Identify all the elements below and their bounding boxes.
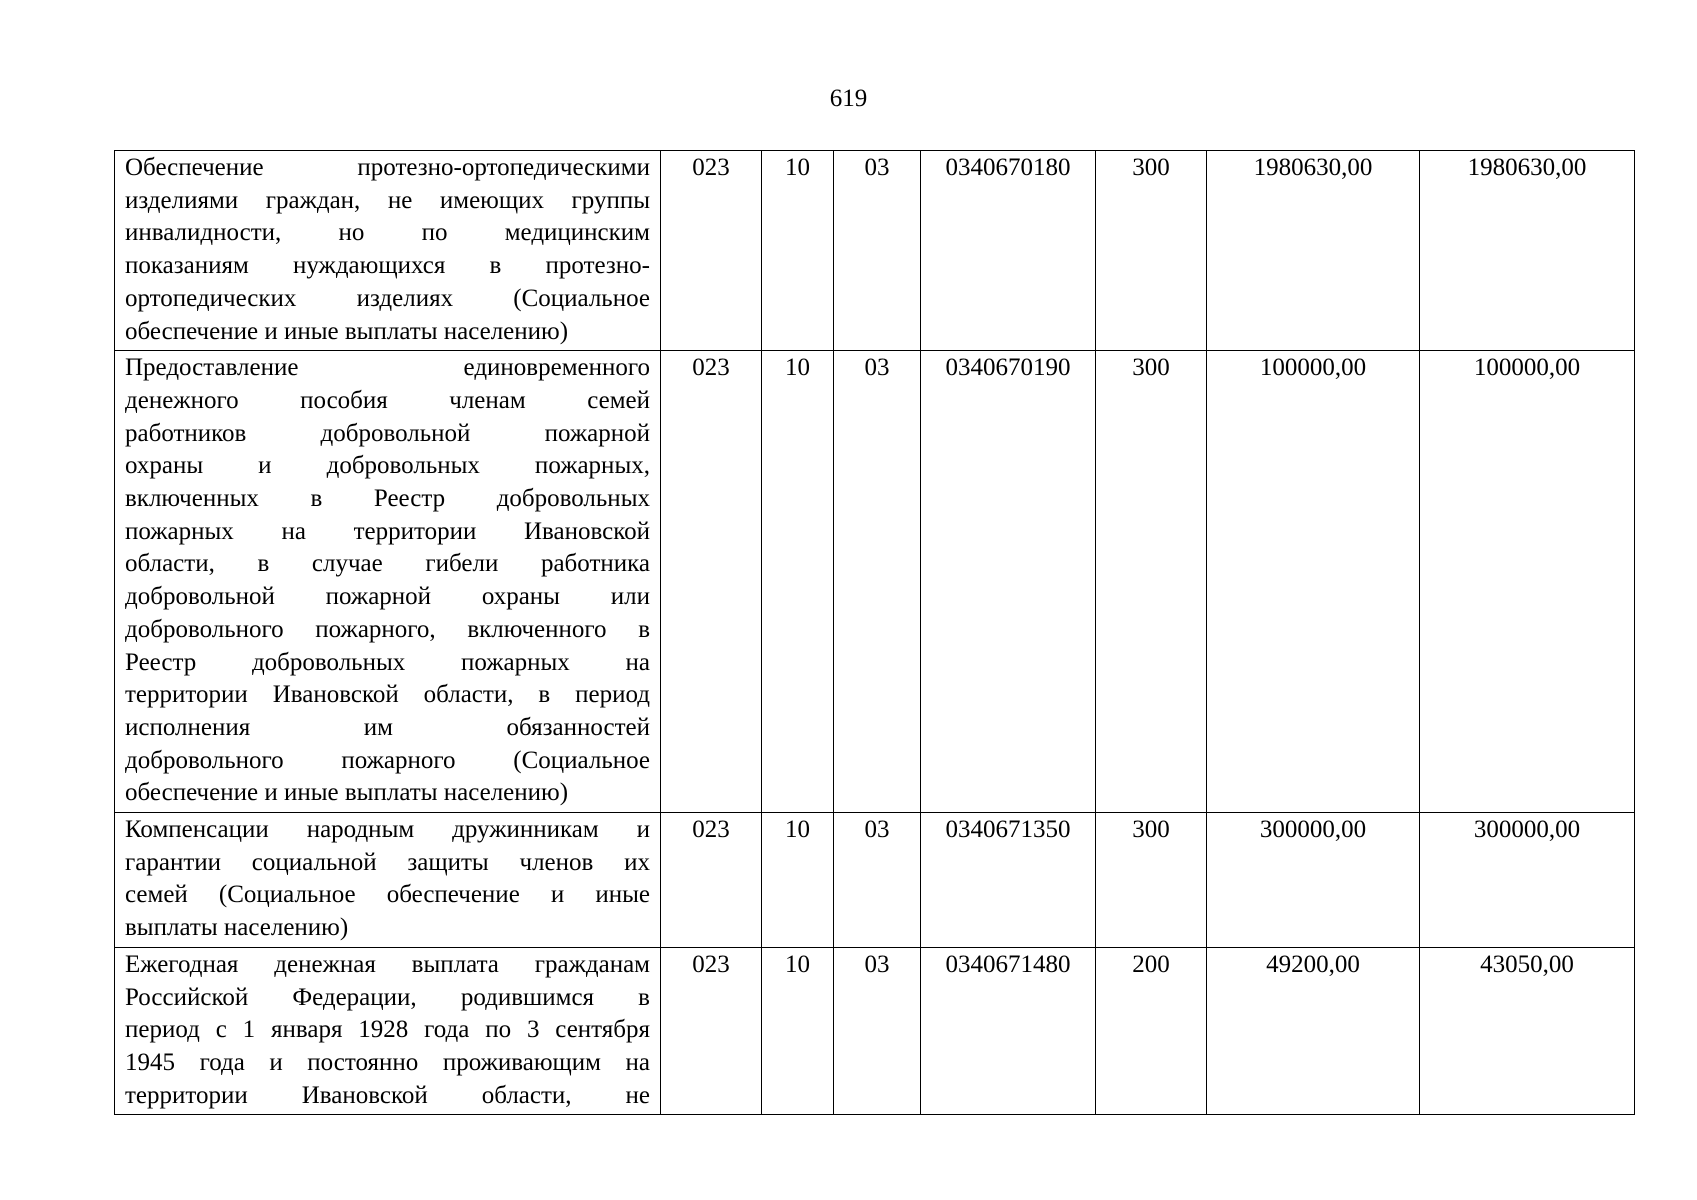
row-description: [115, 151, 661, 351]
description-line: охраны и добровольных пожарных,: [125, 452, 650, 480]
row-section-code: 10: [762, 813, 834, 948]
description-line: исполнения им обязанностей: [125, 713, 650, 741]
description-last-line: обеспечение и иные выплаты населению): [125, 779, 569, 807]
description-line: показаниям нуждающихся в протезно-: [125, 252, 650, 280]
row-target-code: 0340670180: [921, 151, 1096, 351]
description-line: пожарных на территории Ивановской: [125, 517, 650, 545]
description-line: добровольного пожарного (Социальное: [125, 746, 650, 774]
description-line: добровольного пожарного, включенного в: [125, 615, 650, 643]
description-line: территории Ивановской области, не: [125, 1081, 650, 1109]
row-sum-2: 100000,00: [1420, 351, 1635, 813]
description-line: ортопедических изделиях (Социальное: [125, 284, 650, 312]
row-subsection-code: 03: [834, 151, 921, 351]
row-section-code: 10: [762, 351, 834, 813]
description-line: Обеспечение протезно-ортопедическими: [125, 154, 650, 181]
budget-table-body: [115, 151, 1635, 1115]
row-sum-2: 1980630,00: [1420, 151, 1635, 351]
row-description: [115, 351, 661, 813]
row-expense-type-code: 300: [1096, 351, 1207, 813]
description-last-line: выплаты населению): [125, 914, 349, 942]
row-expense-type-code: 300: [1096, 813, 1207, 948]
page-number: 619: [829, 85, 868, 112]
row-section-code: 10: [762, 947, 834, 1115]
description-line: гарантии социальной защиты членов их: [125, 848, 650, 876]
table-row: [115, 947, 1635, 1115]
row-sum-1: 1980630,00: [1207, 151, 1420, 351]
description-line: включенных в Реестр добровольных: [125, 485, 650, 513]
row-admin-code: 023: [661, 813, 762, 948]
description-line: добровольной пожарной охраны или: [125, 583, 650, 611]
description-line: денежного пособия членам семей: [125, 386, 650, 414]
table-row: [115, 351, 1635, 813]
row-subsection-code: 03: [834, 947, 921, 1115]
description-line: семей (Социальное обеспечение и иные: [125, 881, 650, 909]
description-line: период с 1 января 1928 года по 3 сентября: [125, 1016, 650, 1044]
description-last-line: обеспечение и иные выплаты населению): [125, 317, 569, 345]
description-line: области, в случае гибели работника: [125, 550, 650, 578]
description-line: Компенсации народным дружинникам и: [125, 816, 650, 844]
row-expense-type-code: 300: [1096, 151, 1207, 351]
row-admin-code: 023: [661, 947, 762, 1115]
row-sum-2: 43050,00: [1420, 947, 1635, 1115]
row-target-code: 0340671480: [921, 947, 1096, 1115]
row-admin-code: 023: [661, 351, 762, 813]
description-line: изделиями граждан, не имеющих группы: [125, 186, 650, 214]
row-sum-1: 49200,00: [1207, 947, 1420, 1115]
table-row: [115, 813, 1635, 948]
budget-table: [114, 150, 1635, 1115]
row-target-code: 0340670190: [921, 351, 1096, 813]
row-target-code: 0340671350: [921, 813, 1096, 948]
table-row: [115, 151, 1635, 351]
row-sum-1: 300000,00: [1207, 813, 1420, 948]
row-subsection-code: 03: [834, 813, 921, 948]
description-line: инвалидности, но по медицинским: [125, 219, 650, 247]
description-line: Реестр добровольных пожарных на: [125, 648, 650, 676]
row-admin-code: 023: [661, 151, 762, 351]
row-section-code: 10: [762, 151, 834, 351]
row-subsection-code: 03: [834, 351, 921, 813]
description-line: Предоставление единовременного: [125, 354, 650, 382]
row-description: [115, 813, 661, 948]
row-description: [115, 947, 661, 1115]
description-line: Российской Федерации, родившимся в: [125, 983, 650, 1011]
description-line: работников добровольной пожарной: [125, 419, 650, 447]
row-sum-2: 300000,00: [1420, 813, 1635, 948]
description-line: Ежегодная денежная выплата гражданам: [125, 950, 650, 978]
description-line: территории Ивановской области, в период: [125, 681, 650, 709]
description-line: 1945 года и постоянно проживающим на: [125, 1048, 650, 1076]
row-expense-type-code: 200: [1096, 947, 1207, 1115]
row-sum-1: 100000,00: [1207, 351, 1420, 813]
